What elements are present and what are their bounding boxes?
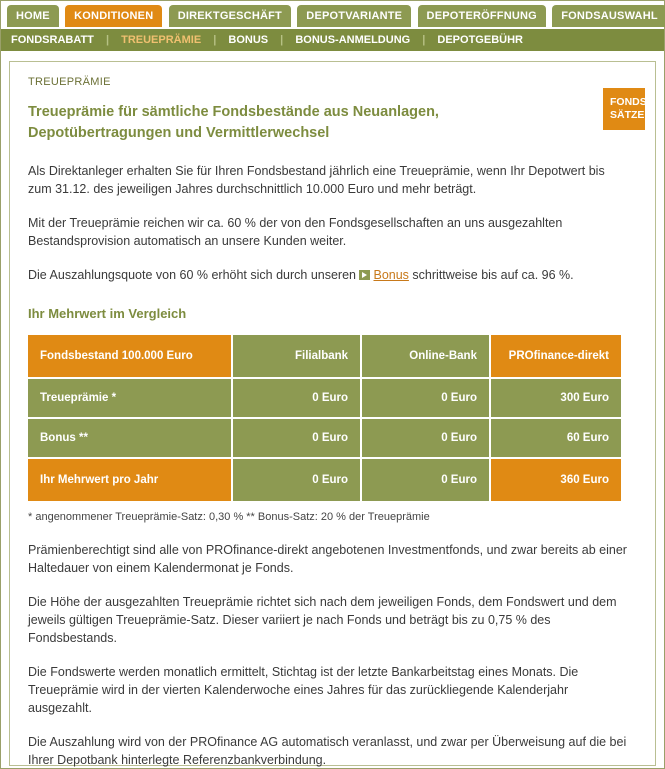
breadcrumb: TREUEPRÄMIE: [28, 76, 111, 88]
table-header-filialbank: Filialbank: [233, 335, 360, 377]
fondssaetze-button[interactable]: [603, 88, 645, 130]
fondssaetze-line-1: FONDS: [610, 96, 647, 108]
row-label-bonus: Bonus **: [28, 419, 231, 457]
subnav-item-fondsrabatt[interactable]: FONDSRABATT: [11, 34, 94, 46]
subnav-separator-3: |: [280, 34, 284, 46]
subnav-item-depotgebuehr[interactable]: DEPOTGEBÜHR: [437, 34, 523, 46]
cell-treuepraemie-online-bank: 0 Euro: [362, 379, 489, 417]
row-label-mehrwert: Ihr Mehrwert pro Jahr: [28, 459, 231, 501]
fondssaetze-line-2: SÄTZE: [610, 109, 645, 121]
page-title: Treueprämie für sämtliche Fondsbestände aus Neuanlagen, Depotübertragungen und Vermittlerwechsel: [28, 104, 439, 141]
paragraph-auszahlung: Die Auszahlung wird von der PROfinance AG automatisch veranlasst, und zwar per Überweisung auf die bei Ihrer Depotbank hinterlegte Referenzbankverbindung.: [28, 735, 627, 767]
table-row-total: [28, 459, 621, 501]
nav-tab-direktgeschaeft[interactable]: DIREKTGESCHÄFT: [169, 5, 291, 27]
table-header-row: [28, 335, 621, 377]
subnav-item-bonus[interactable]: BONUS: [228, 34, 269, 46]
nav-tab-depoteroeffnung[interactable]: DEPOTERÖFFNUNG: [418, 5, 546, 27]
paragraph-bestandsprovision: Mit der Treueprämie reichen wir ca. 60 % der von den Fondsgesellschaften an uns ausgezahlten Bestandsprovision automatisch an unsere Kunden weiter.: [28, 216, 563, 248]
cell-treuepraemie-profinance: 300 Euro: [491, 379, 621, 417]
paragraph-auszahlungsquote-before: Die Auszahlungsquote von 60 % erhöht sich durch unseren: [28, 268, 356, 282]
table-row: [28, 379, 621, 417]
content-wrapper: [1, 51, 664, 768]
nav-tab-home[interactable]: HOME: [7, 5, 59, 27]
paragraph-hoehe: Die Höhe der ausgezahlten Treueprämie richtet sich nach dem jeweiligen Fonds, dem Fondswert und dem jeweils gültigen Treueprämie-Satz. Dieser variiert je nach Fonds und beträgt bis zu 0,75 % des Fondsbestands.: [28, 595, 617, 645]
subnav-separator-2: |: [213, 34, 217, 46]
cell-bonus-filialbank: 0 Euro: [233, 419, 360, 457]
cell-bonus-profinance: 60 Euro: [491, 419, 621, 457]
paragraph-fondswerte: Die Fondswerte werden monatlich ermittelt, Stichtag ist der letzte Bankarbeitstag eines Monats. Die Treueprämie wird in der vierten Kalenderwoche eines Jahres für das zurückliegende Kalenderjahr ausgezahlt.: [28, 665, 579, 715]
arrow-right-icon: [359, 270, 370, 280]
table-header-online-bank: Online-Bank: [362, 335, 489, 377]
table-row: [28, 419, 621, 457]
row-label-treuepraemie: Treueprämie *: [28, 379, 231, 417]
main-navigation: [1, 1, 664, 29]
section-title-mehrwert: Ihr Mehrwert im Vergleich: [28, 306, 187, 321]
cell-bonus-online-bank: 0 Euro: [362, 419, 489, 457]
paragraph-auszahlungsquote-after: schrittweise bis auf ca. 96 %.: [412, 268, 574, 282]
cell-mehrwert-profinance: 360 Euro: [491, 459, 621, 501]
paragraph-praemienberechtigt: Prämienberechtigt sind alle von PROfinance-direkt angebotenen Investmentfonds, und zwar bereits ab einer Haltedauer von einem Kalendermonat je Fonds.: [28, 543, 627, 575]
table-header-profinance-direkt: PROfinance-direkt: [491, 335, 621, 377]
table-header-fondsbestand: Fondsbestand 100.000 Euro: [28, 335, 231, 377]
content-panel: [9, 61, 656, 766]
subnav-item-treuepraemie[interactable]: TREUEPRÄMIE: [121, 34, 202, 46]
subnav-separator-4: |: [422, 34, 426, 46]
paragraph-auszahlungsquote: [28, 266, 628, 284]
subnav-separator-1: |: [105, 34, 110, 46]
cell-mehrwert-filialbank: 0 Euro: [233, 459, 360, 501]
table-footnote: * angenommener Treueprämie-Satz: 0,30 % ** Bonus-Satz: 20 % der Treueprämie: [28, 511, 430, 523]
subnav-item-bonus-anmeldung[interactable]: BONUS-ANMELDUNG: [295, 34, 411, 46]
paragraph-intro: Als Direktanleger erhalten Sie für Ihren Fondsbestand jährlich eine Treueprämie, wenn Ihr Depotwert bis zum 31.12. des jeweiligen Jahres durchschnittlich 10.000 Euro und mehr beträgt.: [28, 164, 605, 196]
bonus-link[interactable]: Bonus: [373, 268, 409, 282]
nav-tab-fondsauswahl[interactable]: FONDSAUSWAHL: [552, 5, 665, 27]
comparison-table: [26, 333, 623, 503]
cell-mehrwert-online-bank: 0 Euro: [362, 459, 489, 501]
nav-tab-konditionen[interactable]: KONDITIONEN: [65, 5, 162, 27]
sub-navigation: [1, 29, 664, 51]
nav-tab-depotvariante[interactable]: DEPOTVARIANTE: [297, 5, 411, 27]
cell-treuepraemie-filialbank: 0 Euro: [233, 379, 360, 417]
